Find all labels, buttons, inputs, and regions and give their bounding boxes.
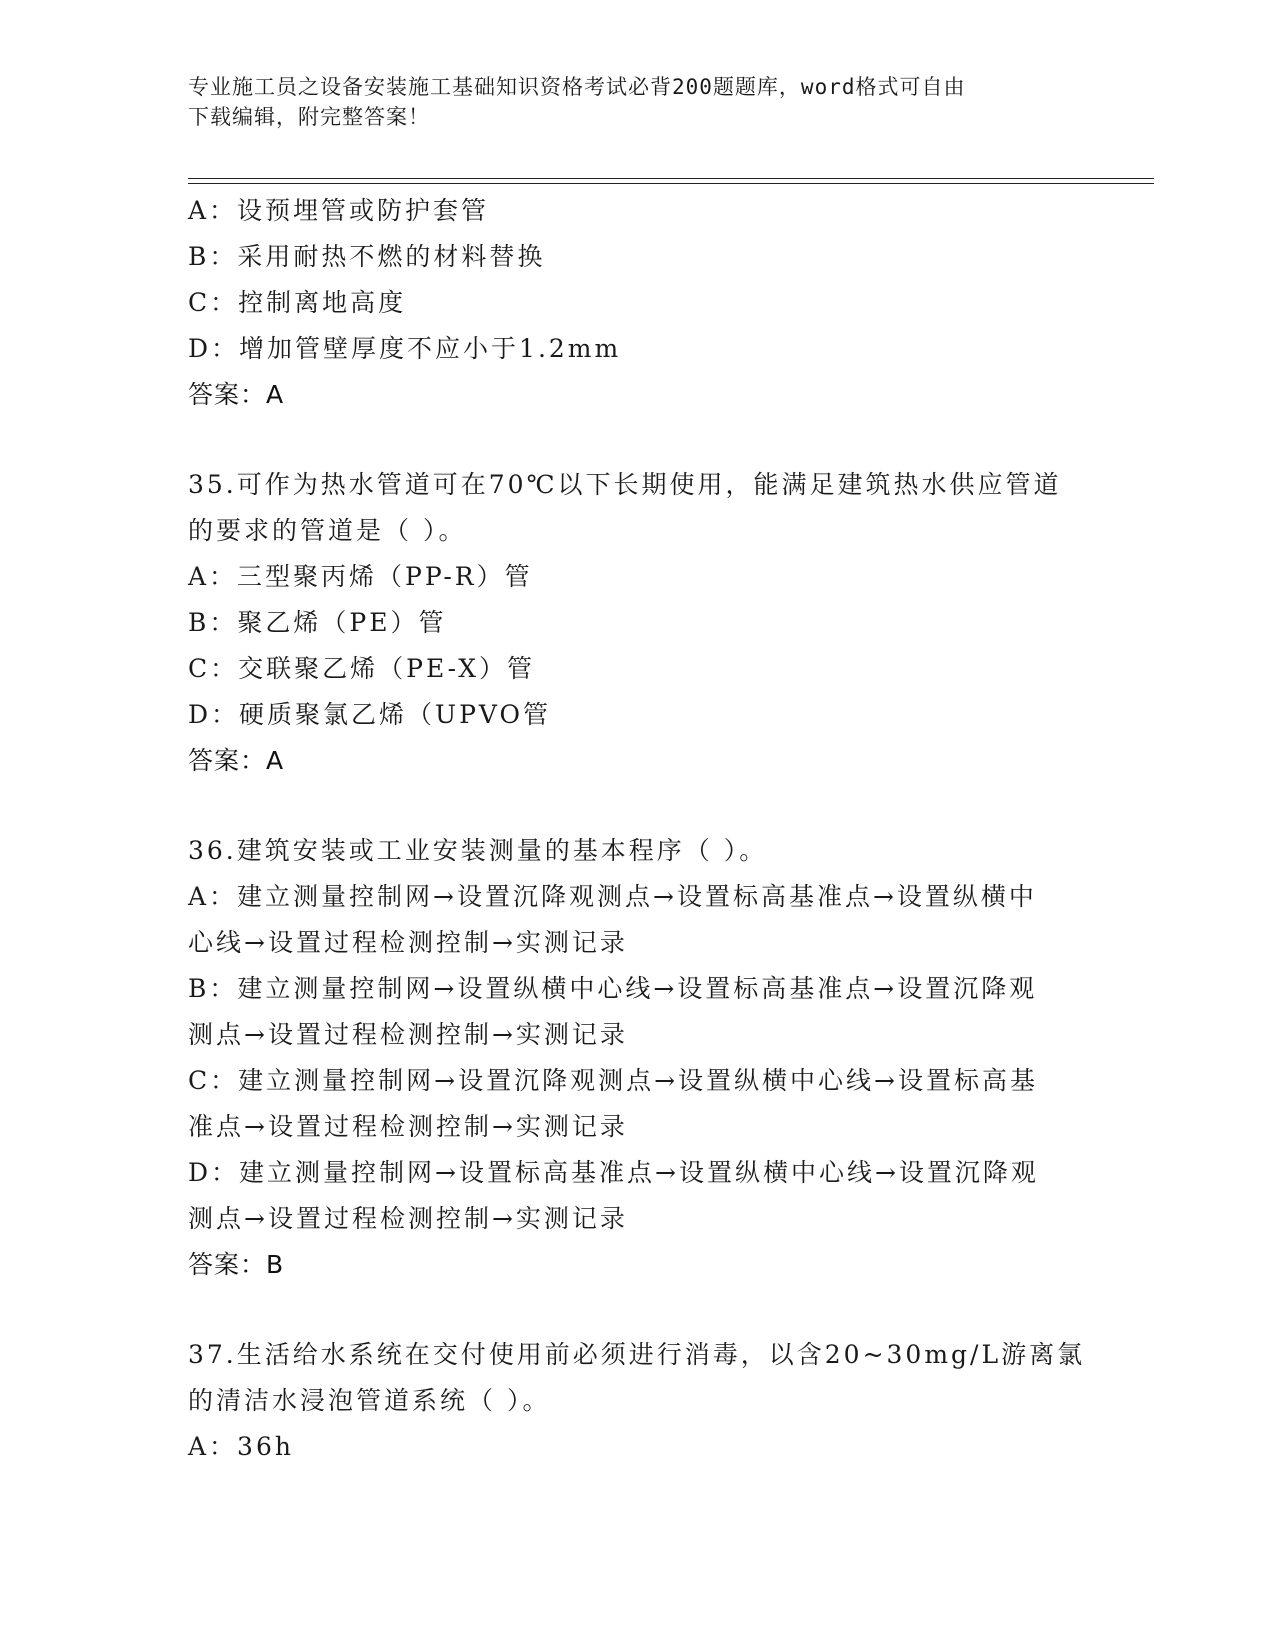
question-block: [188, 1332, 1088, 1470]
option-line: A：建立测量控制网→设置沉降观测点→设置标高基准点→设置纵横中: [188, 882, 1037, 911]
option-line: A：三型聚丙烯（PP-R）管: [188, 562, 533, 591]
question-text: 36.建筑安装或工业安装测量的基本程序（ ）。: [188, 836, 768, 865]
header-divider-top: [188, 178, 1154, 179]
block-spacer: [188, 418, 1088, 462]
option-line: D：建立测量控制网→设置标高基准点→设置纵横中心线→设置沉降观: [188, 1158, 1039, 1187]
question-text: 35.可作为热水管道可在70℃以下长期使用，能满足建筑热水供应管道: [188, 470, 1062, 499]
question-content: [188, 188, 1088, 1470]
option-line: B：聚乙烯（PE）管: [188, 608, 447, 637]
option-line: D：硬质聚氯乙烯（UPVO管: [188, 700, 552, 729]
header-divider-bottom: [188, 183, 1154, 184]
question-block: [188, 828, 1088, 1288]
block-spacer: [188, 784, 1088, 828]
answer-line: 答案：B: [188, 1250, 285, 1279]
option-line: C：交联聚乙烯（PE-X）管: [188, 654, 536, 683]
question-block: [188, 462, 1088, 784]
header-line-1: 专业施工员之设备安装施工基础知识资格考试必背200题题库，word格式可自由: [188, 75, 966, 99]
option-line: B：采用耐热不燃的材料替换: [188, 242, 546, 271]
option-line: 心线→设置过程检测控制→实测记录: [188, 928, 628, 957]
answer-line: 答案：A: [188, 380, 285, 409]
block-spacer: [188, 1288, 1088, 1332]
option-line: A：36h: [188, 1432, 294, 1461]
document-header: [188, 72, 1088, 132]
option-line: A：设预埋管或防护套管: [188, 196, 490, 225]
question-text: 37.生活给水系统在交付使用前必须进行消毒，以含20~30mg/L游离氯: [188, 1340, 1086, 1369]
option-line: 测点→设置过程检测控制→实测记录: [188, 1020, 628, 1049]
option-line: D：增加管壁厚度不应小于1.2mm: [188, 334, 622, 363]
option-line: C：建立测量控制网→设置沉降观测点→设置纵横中心线→设置标高基: [188, 1066, 1038, 1095]
question-block: [188, 188, 1088, 418]
option-line: B：建立测量控制网→设置纵横中心线→设置标高基准点→设置沉降观: [188, 974, 1038, 1003]
option-line: 测点→设置过程检测控制→实测记录: [188, 1204, 628, 1233]
question-text: 的清洁水浸泡管道系统（ ）。: [188, 1386, 551, 1415]
option-line: C：控制离地高度: [188, 288, 407, 317]
answer-line: 答案：A: [188, 746, 285, 775]
question-text: 的要求的管道是（ ）。: [188, 516, 467, 545]
header-line-2: 下载编辑，附完整答案！: [188, 105, 430, 129]
option-line: 准点→设置过程检测控制→实测记录: [188, 1112, 628, 1141]
